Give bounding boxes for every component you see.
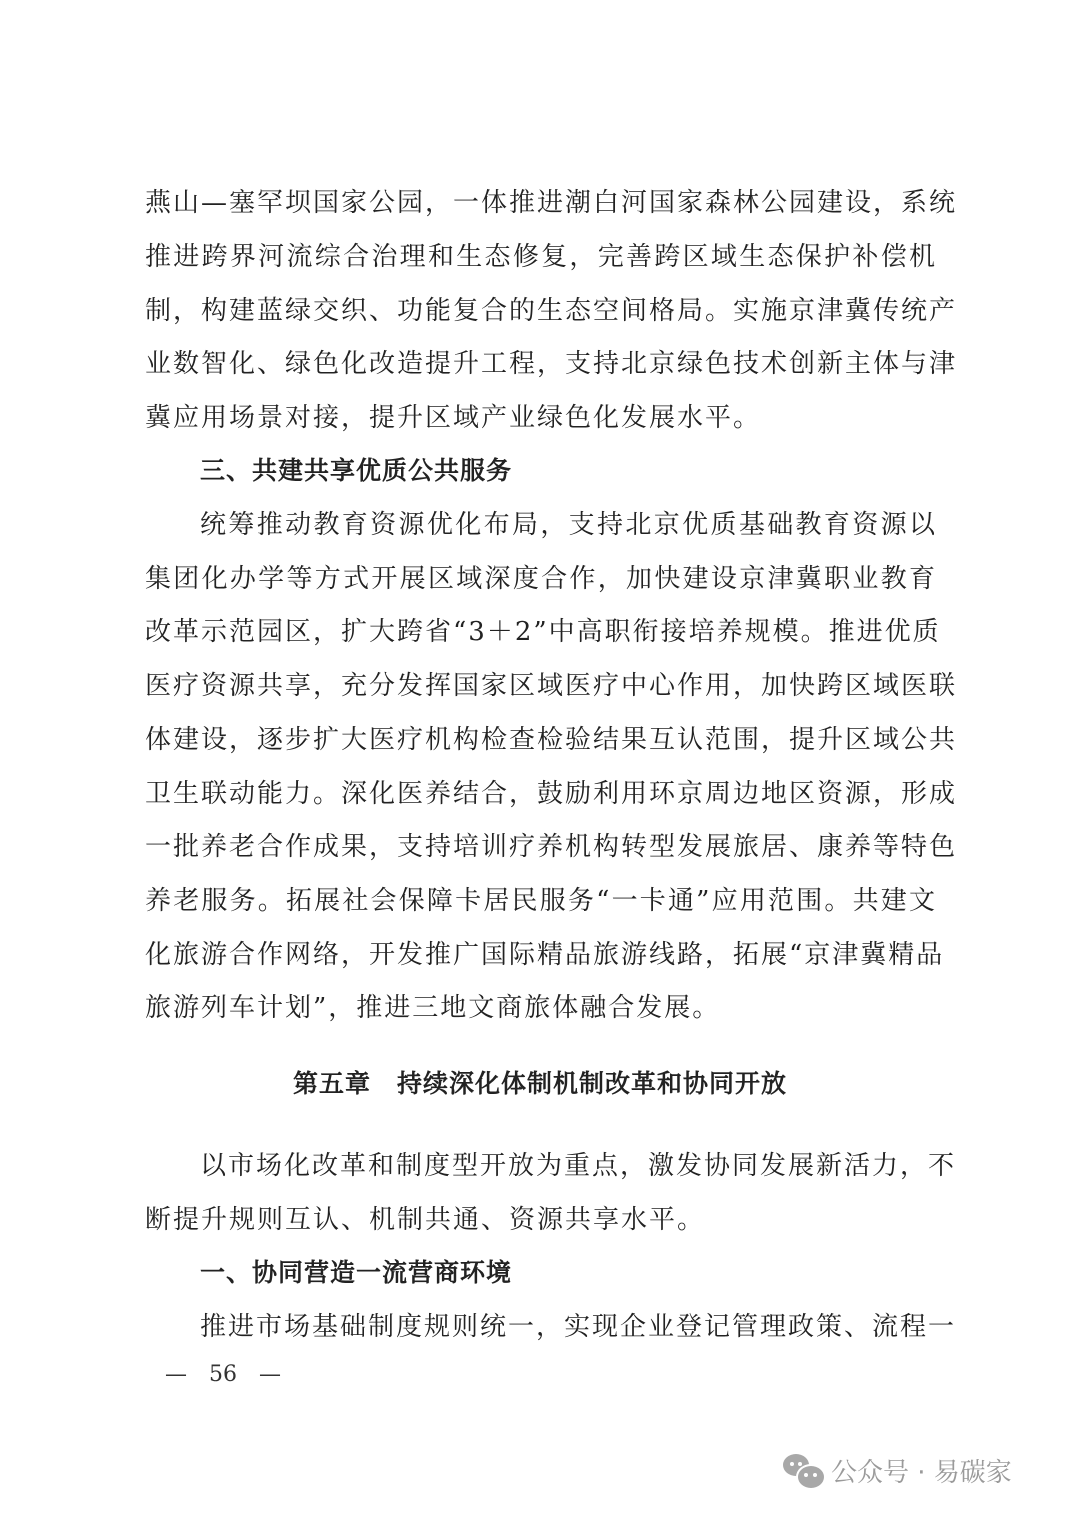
paragraph-line: 断提升规则互认、机制共通、资源共享水平。 — [145, 1205, 706, 1235]
paragraph-line: 推进市场基础制度规则统一，实现企业登记管理政策、流程一 — [200, 1312, 957, 1342]
paragraph-line: 养老服务。拓展社会保障卡居民服务“一卡通”应用范围。共建文 — [145, 886, 937, 916]
paragraph-line: 制，构建蓝绿交织、功能复合的生态空间格局。实施京津冀传统产 — [145, 296, 958, 326]
wechat-icon — [783, 1454, 823, 1488]
chapter-title: 第五章 持续深化体制机制改革和协同开放 — [292, 1069, 787, 1098]
watermark-text: 公众号 · 易碳家 — [831, 1458, 1012, 1488]
section-heading: 一、协同营造一流营商环境 — [200, 1258, 513, 1287]
paragraph-line: 改革示范园区，扩大跨省“3＋2”中高职衔接培养规模。推进优质 — [145, 617, 941, 647]
paragraph-line: 旅游列车计划”，推进三地文商旅体融合发展。 — [145, 993, 721, 1023]
section-heading: 三、共建共享优质公共服务 — [200, 456, 513, 485]
paragraph-line: 卫生联动能力。深化医养结合，鼓励利用环京周边地区资源，形成 — [145, 779, 958, 809]
paragraph-line: 体建设，逐步扩大医疗机构检查检验结果互认范围，提升区域公共 — [145, 725, 958, 755]
paragraph-line: 集团化办学等方式开展区域深度合作，加快建设京津冀职业教育 — [145, 564, 937, 594]
paragraph-line: 以市场化改革和制度型开放为重点，激发协同发展新活力，不 — [200, 1151, 957, 1181]
paragraph-line: 一批养老合作成果，支持培训疗养机构转型发展旅居、康养等特色 — [145, 832, 958, 862]
paragraph-line: 化旅游合作网络，开发推广国际精品旅游线路，拓展“京津冀精品 — [145, 940, 945, 970]
paragraph-line: 统筹推动教育资源优化布局，支持北京优质基础教育资源以 — [200, 510, 937, 540]
paragraph-line: 燕山—塞罕坝国家公园，一体推进潮白河国家森林公园建设，系统 — [145, 188, 958, 218]
watermark — [783, 1452, 1012, 1489]
paragraph-line: 推进跨界河流综合治理和生态修复，完善跨区域生态保护补偿机 — [145, 242, 937, 272]
paragraph-line: 业数智化、绿色化改造提升工程，支持北京绿色技术创新主体与津 — [145, 349, 958, 379]
page-number: — 56 — — [165, 1362, 281, 1387]
paragraph-line: 冀应用场景对接，提升区域产业绿色化发展水平。 — [145, 403, 762, 433]
paragraph-line: 医疗资源共享，充分发挥国家区域医疗中心作用，加快跨区域医联 — [145, 671, 958, 701]
